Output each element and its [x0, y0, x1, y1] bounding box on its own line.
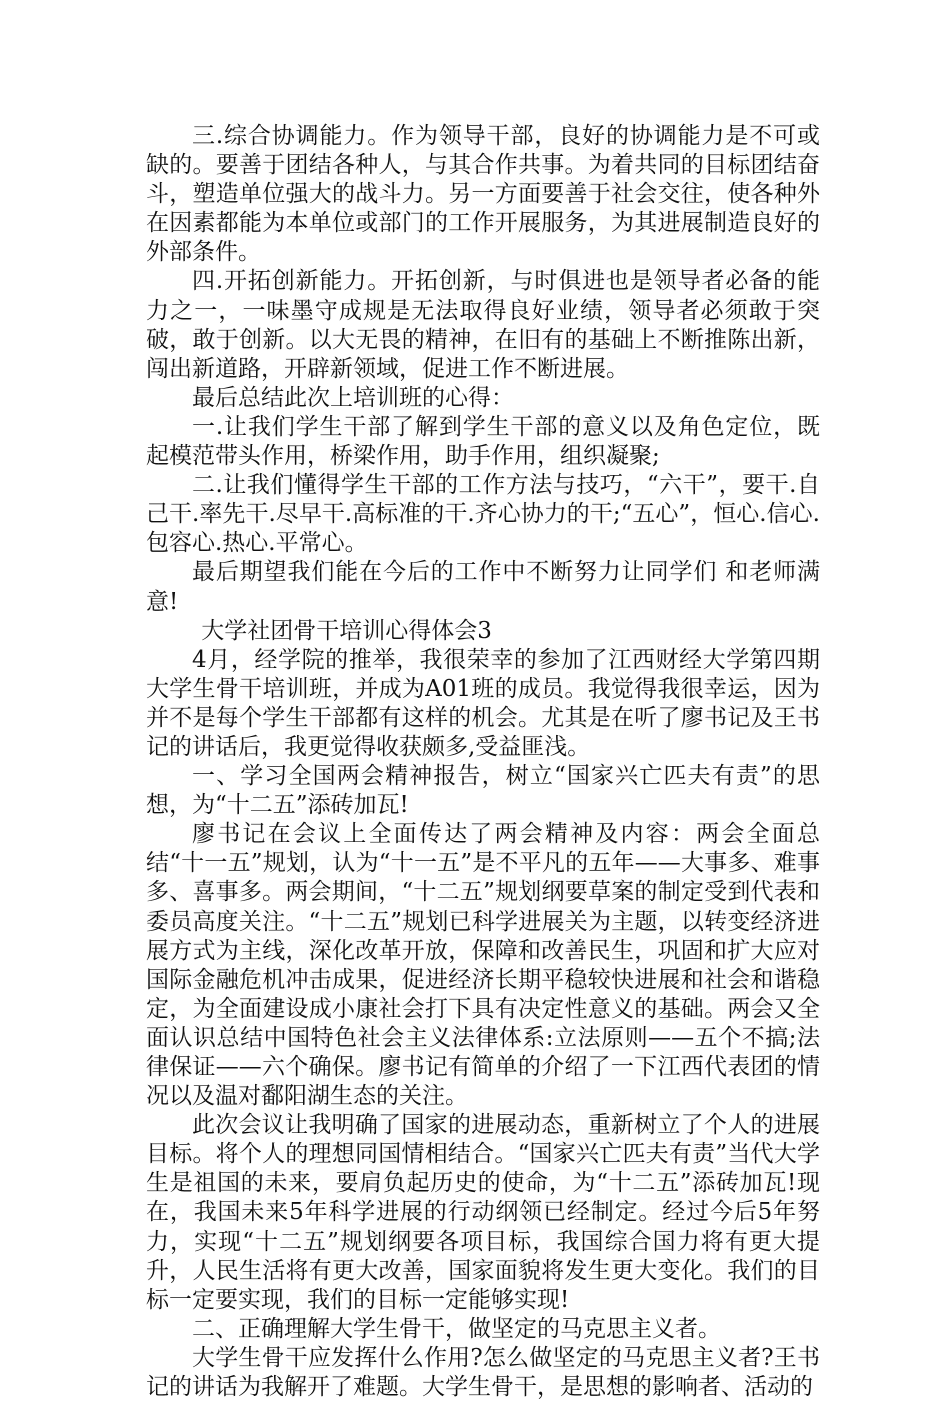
section-title: 大学社团骨干培训心得体会3	[201, 617, 492, 644]
paragraph-summary-intro: 最后总结此次上培训班的心得：	[192, 384, 514, 411]
document-page	[146, 122, 820, 1402]
paragraph-heading-1: 一、学习全国两会精神报告，树立“国家兴亡匹夫有责”的思想，为“十二五”添砖加瓦!	[146, 763, 820, 819]
paragraph-heading-2: 二、正确理解大学生骨干，做坚定的马克思主义者。	[192, 1315, 721, 1342]
paragraph-summary-point-1: 一.让我们学生干部了解到学生干部的意义以及角色定位，既起模范带头作用，桥梁作用，助手作用，组织凝聚;	[146, 413, 820, 470]
paragraph-two-sessions: 廖书记在会议上全面传达了两会精神及内容：两会全面总结“十一五”规划，认为“十一五”是不平凡的五年——大事多、难事多、喜事多。两会期间，“十二五”规划纲要草案的制定受到代表和委员高度关注。“十二五”规划已科学进展关为主题，以转变经济进展方式为主线，深化改革开放，保障和改善民生，巩固和扩大应对国际金融危机冲击成果，促进经济长期平稳较快进展和社会和谐稳定，为全面建设成小康社会打下具有决定性意义的基础。两会又全面认识总结中国特色社会主义法律体系:立法原则——五个不搞;法律保证——六个确保。廖书记有简单的介绍了一下江西代表团的情况以及温对鄱阳湖生态的关注。	[146, 821, 820, 1110]
paragraph-innovation: 四.开拓创新能力。开拓创新，与时俱进也是领导者必备的能力之一，一味墨守成规是无法取得良好业绩，领导者必须敢于突破，敢于创新。以大无畏的精神，在旧有的基础上不断推陈出新，闯出新道路，开辟新领域，促进工作不断进展。	[146, 268, 820, 382]
paragraph-summary-point-2: 二.让我们懂得学生干部的工作方法与技巧，“六干”，要干.自己干.率先干.尽早干.高标准的干.齐心协力的干;“五心”，恒心.信心.包容心.热心.平常心。	[146, 472, 820, 557]
paragraph-closing-wish: 最后期望我们能在今后的工作中不断努力让同学们 和老师满意!	[146, 559, 820, 615]
paragraph-reflection: 此次会议让我明确了国家的进展动态，重新树立了个人的进展目标。将个人的理想同国情相结合。“国家兴亡匹夫有责”当代大学生是祖国的未来，要肩负起历史的使命，为“十二五”添砖加瓦!现在，我国未来5年科学进展的行动纲领已经制定。经过今后5年努力，实现“十二五”规划纲要各项目标，我国综合国力将有更大提升，人民生活将有更大改善，国家面貌将发生更大变化。我们的目标一定要实现，我们的目标一定能够实现!	[146, 1112, 820, 1313]
paragraph-student-backbone: 大学生骨干应发挥什么作用?怎么做坚定的马克思主义者?王书记的讲话为我解开了难题。大学生骨干，是思想的影响者、活动的	[146, 1344, 820, 1401]
paragraph-training-intro: 4月，经学院的推举，我很荣幸的参加了江西财经大学第四期大学生骨干培训班，并成为A01班的成员。我觉得我很幸运，因为并不是每个学生干部都有这样的机会。尤其是在听了廖书记及王书记的讲话后，我更觉得收获颇多,受益匪浅。	[146, 646, 820, 760]
paragraph-coordination: 三.综合协调能力。作为领导干部，良好的协调能力是不可或缺的。要善于团结各种人，与其合作共事。为着共同的目标团结奋斗，塑造单位强大的战斗力。另一方面要善于社会交往，使各种外在因素都能为本单位或部门的工作开展服务，为其进展制造良好的外部条件。	[146, 123, 820, 266]
